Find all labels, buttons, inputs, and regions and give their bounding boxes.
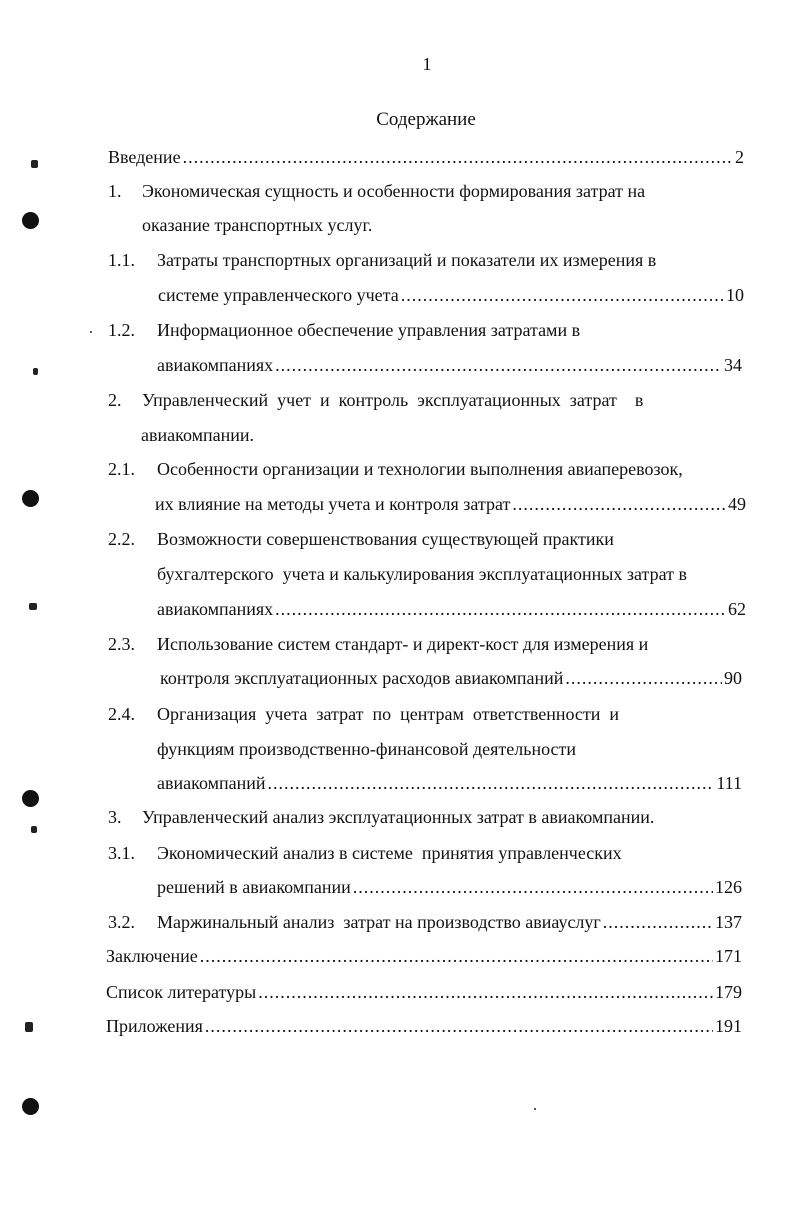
toc-entry-text-cont: контроля эксплуатационных расходов авиакомпаний	[160, 668, 564, 688]
toc-entry-text: Возможности совершенствования существующей практики	[157, 529, 614, 549]
toc-entry-2-3-cont	[160, 667, 742, 689]
toc-entry-text: Маржинальный анализ затрат на производство авиауслуг	[157, 912, 601, 932]
scan-speck	[33, 368, 38, 375]
dot-leader	[183, 146, 733, 168]
dot-leader	[603, 911, 713, 933]
toc-entry-text-cont: оказание транспортных услуг.	[142, 215, 373, 235]
scan-speck	[534, 1108, 536, 1110]
toc-entry-intro	[108, 146, 744, 168]
dot-leader	[512, 493, 726, 515]
toc-entry-2-2-cont2	[157, 598, 746, 620]
toc-entry-text: Управленческий анализ эксплуатационных затрат в авиакомпании.	[142, 807, 655, 827]
toc-entry-3-1	[108, 842, 622, 864]
toc-entry-text: Информационное обеспечение управления затратами в	[157, 320, 581, 340]
toc-entry-number: 2.2.	[108, 529, 135, 549]
scan-speck	[29, 603, 37, 610]
toc-entry-page: 62	[728, 599, 746, 619]
toc-entry-text-cont: авиакомпаниях	[157, 355, 274, 375]
scan-speck	[31, 826, 37, 833]
toc-entry-number: 2.4.	[108, 704, 135, 724]
toc-entry-text: Экономическая сущность и особенности формирования затрат на	[142, 181, 646, 201]
toc-entry-2-cont	[141, 424, 254, 446]
scan-speck	[90, 331, 92, 333]
toc-entry-2-3	[108, 633, 648, 655]
toc-entry-text: Особенности организации и технологии выполнения авиаперевозок,	[157, 459, 683, 479]
toc-entry-2-1-cont	[155, 493, 746, 515]
toc-entry-2-4-cont2	[157, 772, 742, 794]
toc-entry-page: 179	[715, 982, 742, 1002]
toc-entry-1-cont	[142, 214, 372, 236]
toc-entry-text: Экономический анализ в системе принятия управленческих	[157, 843, 622, 863]
toc-entry-number: 1.1.	[108, 250, 135, 270]
dot-leader	[275, 354, 722, 376]
toc-entry-number: 1.	[108, 181, 122, 201]
toc-entry-text: Затраты транспортных организаций и показатели их измерения в	[157, 250, 657, 270]
toc-entry-text: Заключение	[106, 946, 198, 966]
toc-entry-conclusion	[106, 945, 742, 967]
toc-entry-number: 2.	[108, 390, 122, 410]
toc-entry-2-4-cont	[157, 738, 576, 760]
toc-entry-2-2-cont	[157, 563, 687, 585]
toc-entry-2-2	[108, 528, 614, 550]
toc-entry-references	[106, 981, 742, 1003]
toc-entry-text: Список литературы	[106, 982, 257, 1002]
toc-entry-2	[108, 389, 643, 411]
toc-entry-page: 111	[716, 773, 742, 793]
toc-entry-page: 10	[726, 285, 744, 305]
toc-entry-page: 126	[715, 877, 742, 897]
binder-hole	[22, 790, 39, 807]
scan-speck	[31, 160, 38, 168]
toc-entry-text-cont: авиакомпании.	[141, 425, 255, 445]
toc-entry-page: 90	[724, 668, 742, 688]
toc-entry-page: 2	[735, 147, 744, 167]
dot-leader	[200, 945, 713, 967]
toc-entry-2-4	[108, 703, 619, 725]
toc-entry-number: 2.3.	[108, 634, 135, 654]
toc-entry-page: 171	[715, 946, 742, 966]
binder-hole	[22, 1098, 39, 1115]
page-number: 1	[422, 54, 432, 74]
toc-entry-page: 34	[724, 355, 742, 375]
toc-entry-text: Организация учета затрат по центрам ответственности и	[157, 704, 620, 724]
toc-entry-text-cont: решений в авиакомпании	[157, 877, 351, 897]
toc-entry-number: 3.2.	[108, 912, 135, 932]
toc-entry-number: 3.	[108, 807, 122, 827]
dot-leader	[401, 284, 724, 306]
toc-entry-text: Приложения	[106, 1016, 203, 1036]
toc-entry-3-1-cont	[157, 876, 742, 898]
toc-entry-1-2-cont	[157, 354, 742, 376]
toc-entry-text-cont: их влияние на методы учета и контроля затрат	[155, 494, 511, 514]
toc-entry-text-cont: авиакомпаниях	[157, 599, 274, 619]
scan-speck	[25, 1022, 33, 1032]
toc-entry-1-1	[108, 249, 656, 271]
toc-entry-appendices	[106, 1015, 742, 1037]
toc-entry-text: Введение	[108, 147, 181, 167]
toc-title: Содержание	[376, 109, 476, 130]
toc-entry-page: 49	[728, 494, 746, 514]
toc-entry-3	[108, 806, 654, 828]
dot-leader	[268, 772, 715, 794]
dot-leader	[565, 667, 722, 689]
toc-entry-1	[108, 180, 645, 202]
toc-entry-number: 2.1.	[108, 459, 135, 479]
binder-hole	[22, 212, 39, 229]
dot-leader	[275, 598, 726, 620]
toc-entry-1-1-cont	[158, 284, 744, 306]
toc-entry-number: 1.2.	[108, 320, 135, 340]
toc-entry-1-2	[108, 319, 580, 341]
toc-entry-3-2	[108, 911, 742, 933]
toc-entry-text: Управленческий учет и контроль эксплуатационных затрат в	[142, 390, 644, 410]
toc-entry-text-cont: функциям производственно-финансовой деятельности	[157, 739, 577, 759]
toc-entry-2-1	[108, 458, 683, 480]
binder-hole	[22, 490, 39, 507]
toc-entry-page: 191	[715, 1016, 742, 1036]
toc-entry-text-cont: системе управленческого учета	[158, 285, 399, 305]
dot-leader	[258, 981, 713, 1003]
dot-leader	[205, 1015, 713, 1037]
toc-entry-text: Использование систем стандарт- и директ-кост для измерения и	[157, 634, 649, 654]
toc-entry-page: 137	[715, 912, 742, 932]
toc-entry-text-cont: бухгалтерского учета и калькулирования эксплуатационных затрат в	[157, 564, 687, 584]
toc-entry-text-cont: авиакомпаний	[157, 773, 266, 793]
toc-entry-number: 3.1.	[108, 843, 135, 863]
dot-leader	[353, 876, 713, 898]
